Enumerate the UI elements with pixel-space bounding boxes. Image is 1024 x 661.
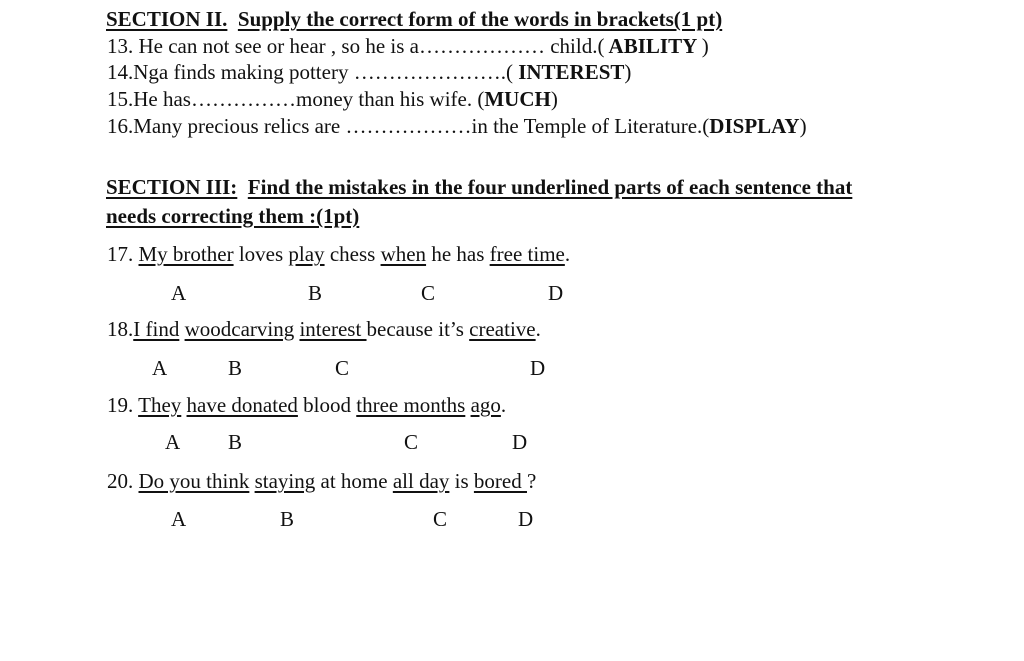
sentence-text: because it’s <box>366 317 470 341</box>
question-number: 18. <box>107 317 134 341</box>
option-a: A <box>171 507 187 531</box>
underlined-part-a: I find <box>133 317 180 341</box>
sentence-text: . <box>500 393 507 417</box>
question-19 <box>107 393 506 417</box>
option-b: B <box>280 507 295 531</box>
option-a: A <box>171 281 187 305</box>
option-c: C <box>335 356 350 380</box>
underlined-part-c: when <box>380 242 427 266</box>
question-18 <box>107 317 541 341</box>
sentence-text: . <box>564 242 571 266</box>
question-13 <box>107 34 709 58</box>
underlined-part-d: creative <box>469 317 536 341</box>
underlined-part-a: Do you think <box>138 469 250 493</box>
question-13-cue: ABILITY <box>604 34 702 58</box>
underlined-part-d: bored <box>473 469 527 493</box>
question-20 <box>107 469 536 493</box>
question-15-text: 15.He has……………money than his wife. ( <box>107 87 485 111</box>
sentence-text: he has <box>426 242 490 266</box>
underlined-part-c: three months <box>356 393 466 417</box>
section3-heading <box>106 175 852 199</box>
question-16-text: 16.Many precious relics are ………………in the Temple of Literature.( <box>107 114 710 138</box>
question-number: 20. <box>107 469 134 493</box>
option-a: A <box>165 430 181 454</box>
question-15-cue: MUCH <box>484 87 551 111</box>
option-c: C <box>421 281 436 305</box>
underlined-part-d: ago <box>470 393 501 417</box>
option-d: D <box>512 430 528 454</box>
section3-heading-label: SECTION III: <box>106 175 238 199</box>
section3-heading-instruction: Find the mistakes in the four underlined parts of each sentence that <box>247 175 853 199</box>
option-d: D <box>530 356 546 380</box>
underlined-part-c: interest <box>299 317 367 341</box>
sentence-text: . <box>535 317 541 341</box>
question-14 <box>107 60 631 84</box>
section2-heading <box>106 7 722 31</box>
sentence-text: ? <box>526 469 537 493</box>
question-13-close: ) <box>701 34 709 58</box>
underlined-part-b: have donated <box>186 393 298 417</box>
section3-heading-continued <box>106 204 359 228</box>
sentence-text: loves <box>233 242 289 266</box>
question-14-cue: INTEREST <box>512 60 625 84</box>
question-16-close: ) <box>799 114 807 138</box>
underlined-part-b: play <box>288 242 325 266</box>
sentence-text: blood <box>297 393 357 417</box>
section2-heading-instruction: Supply the correct form of the words in brackets(1 pt) <box>237 7 723 31</box>
question-13-text: 13. He can not see or hear , so he is a……………… child.( <box>107 34 605 58</box>
option-d: D <box>518 507 534 531</box>
section3-heading-instruction-2: needs correcting them :(1pt) <box>106 204 360 228</box>
question-14-close: ) <box>624 60 632 84</box>
underlined-part-a: They <box>138 393 182 417</box>
question-15-close: ) <box>550 87 558 111</box>
option-a: A <box>152 356 168 380</box>
question-15 <box>107 87 558 111</box>
question-number: 17. <box>107 242 134 266</box>
sentence-text: is <box>449 469 474 493</box>
question-17 <box>107 242 570 266</box>
option-b: B <box>228 356 243 380</box>
underlined-part-c: all day <box>392 469 450 493</box>
option-d: D <box>548 281 564 305</box>
option-c: C <box>404 430 419 454</box>
question-number: 19. <box>107 393 134 417</box>
sentence-text: at home <box>315 469 393 493</box>
question-16-cue: DISPLAY <box>709 114 800 138</box>
section2-heading-label: SECTION II. <box>106 7 228 31</box>
underlined-part-b: woodcarving <box>184 317 295 341</box>
sentence-text: chess <box>324 242 381 266</box>
question-16 <box>107 114 807 138</box>
option-c: C <box>433 507 448 531</box>
underlined-part-a: My brother <box>138 242 234 266</box>
underlined-part-b: staying <box>254 469 316 493</box>
option-b: B <box>228 430 243 454</box>
underlined-part-d: free time <box>489 242 565 266</box>
option-b: B <box>308 281 323 305</box>
question-14-text: 14.Nga finds making pottery ………………….( <box>107 60 513 84</box>
